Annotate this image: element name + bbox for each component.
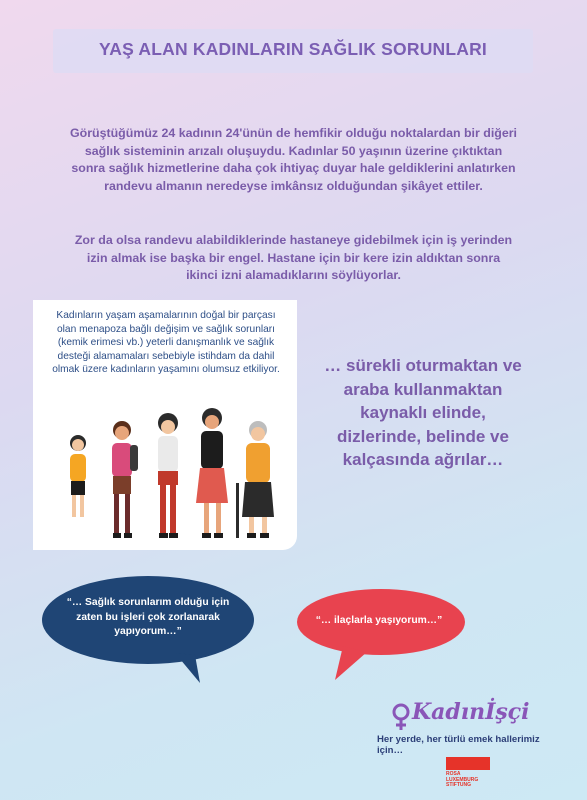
rosa-logo-text: ROSA LUXEMBURG STIFTUNG — [446, 771, 479, 789]
girl-figure — [70, 435, 86, 517]
adult-woman-figure — [196, 408, 228, 538]
second-paragraph: Zor da olsa randevu alabildiklerinde hastaneye gidebilmek için iş yerinden izin almak ise başka bir engel. Hastane için bir kere izin aldıktan sonra ikinci izni alamadıklarını söylüyorlar. — [74, 233, 513, 282]
intro-paragraph: Görüştüğümüz 24 kadının 24'ünün de hemfikir olduğu noktalardan bir diğeri sağlık sisteminin arızalı oluşuydu. Kadınlar 50 yaşının üzerine çıktıktan sonra sağlık hizmetlerine daha çok ihtiyaç duyar hale geldiklerini anlatırken randevu almanın neredeyse imkânsız olduğundan şikâyet ettiler. — [70, 126, 517, 193]
pain-quote: … sürekli oturmaktan ve araba kullanmaktan kaynaklı elinde, dizlerinde, belinde ve kalçasında ağrılar… — [324, 356, 522, 469]
brand-tagline: Her yerde, her türlü emek hallerimiz için… — [377, 734, 540, 756]
page-title: YAŞ ALAN KADINLARIN SAĞLIK SORUNLARI — [99, 39, 487, 59]
rosa-logo-bar — [446, 757, 490, 770]
speech-bubble-right-text: “… ilaçlarla yaşıyorum…” — [315, 615, 443, 626]
info-card-text: Kadınların yaşam aşamalarının doğal bir parçası olan menapoza bağlı değişim ve sağlık sorunları (kemik erimesi vb.) yeterli danışmanlık ve sağlık desteği alamamaları sebebiyle istihdam da dahil olmak üzere kadınların yaşamını olumsuz etkiliyor. — [52, 310, 280, 376]
speech-bubble-right — [295, 588, 475, 683]
teen-figure — [112, 421, 138, 538]
venus-icon — [391, 703, 411, 731]
women-illustration — [50, 405, 300, 550]
brand-logo-text: Kadınİşçi — [412, 699, 530, 725]
young-woman-figure — [158, 413, 178, 538]
rosa-luxemburg-logo — [446, 757, 490, 789]
speech-bubble-left-text: “… Sağlık sorunlarım olduğu için zaten bu işleri çok zorlanarak yapıyorum…” — [66, 597, 230, 637]
elderly-woman-figure — [236, 421, 274, 538]
